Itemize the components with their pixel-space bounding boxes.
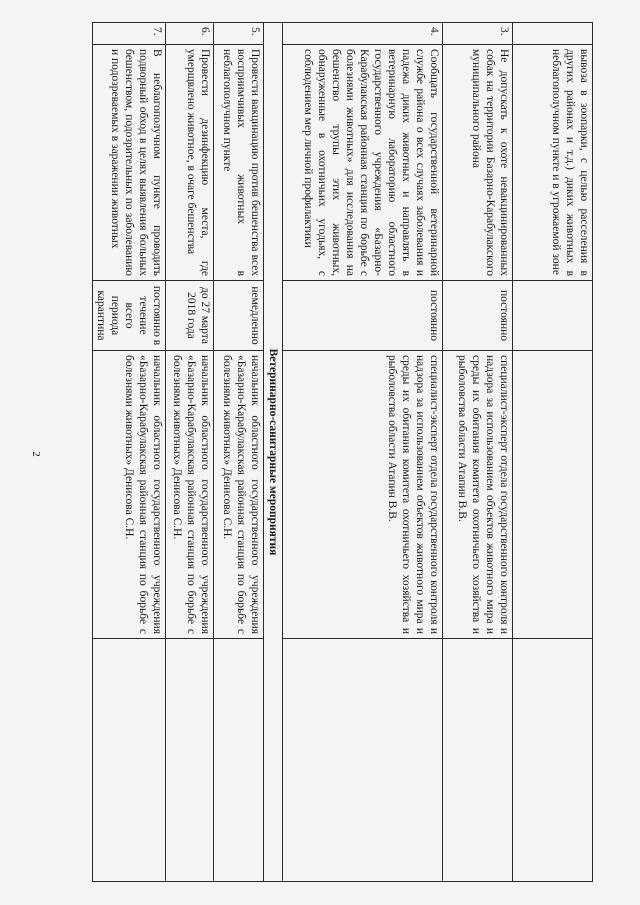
section-title: Ветеринарно-санитарные мероприятия <box>264 23 283 882</box>
row-number: 4. <box>283 23 443 45</box>
table-row <box>166 23 214 882</box>
action-cell: вывоза в зоопарки, с целью расселения в других районах и т.д.) диких животных в неблагополучном пункте и в угрожаемой зоне <box>513 45 593 281</box>
note-cell <box>93 639 166 882</box>
term-cell: постоянно <box>443 281 513 351</box>
term-cell: постоянно <box>283 281 443 351</box>
responsible-cell <box>513 351 593 639</box>
term-cell: до 27 марта 2018 года <box>166 281 214 351</box>
note-cell <box>513 639 593 882</box>
note-cell <box>443 639 513 882</box>
responsible-cell: начальник областного государственного учреждения «Базарно-Карабулакская районная станция по борьбе с болезнями животных» Денисова С.Н. <box>93 351 166 639</box>
action-cell: Не допускать к охоте невакцинированных собак на территории Базарно-Карабулакского муниципального района <box>443 45 513 281</box>
measures-table <box>92 22 593 882</box>
table-row <box>214 23 264 882</box>
row-number: 5. <box>214 23 264 45</box>
action-cell: Сообщать государственной ветеринарной службе района о всех случаях заболевания и падежа диких животных и направлять в ветеринарную лабораторию областного государственного учреждения «Базарно-Карабулакская районная станция по борьбе с болезнями животных» для исследования на бешенство трупы этих животных, обнаруженные в охотничьих угодьях, с соблюдением мер личной профилактики <box>283 45 443 281</box>
responsible-cell: начальник областного государственного учреждения «Базарно-Карабулакская районная станция по борьбе с болезнями животных» Денисова С.Н. <box>166 351 214 639</box>
term-cell <box>513 281 593 351</box>
action-cell: Провести дезинфекцию места, где умерщвлено животное, в очаге бешенства <box>166 45 214 281</box>
row-number: 6. <box>166 23 214 45</box>
note-cell <box>166 639 214 882</box>
responsible-cell: начальник областного государственного учреждения «Базарно-Карабулакская районная станция по борьбе с болезнями животных» Денисова С.Н. <box>214 351 264 639</box>
row-number: 3. <box>443 23 513 45</box>
table-row <box>443 23 513 882</box>
table-row <box>283 23 443 882</box>
term-cell: немедленно <box>214 281 264 351</box>
responsible-cell: специалист-эксперт отдела государственного контроля и надзора за использованием объектов животного мира и среды их обитания комитета охотничьего хозяйства и рыболовства области Атапин В.В. <box>283 351 443 639</box>
section-header-row <box>264 23 283 882</box>
rotated-document-page <box>47 22 593 882</box>
note-cell <box>214 639 264 882</box>
term-cell: постоянно в течение всего периода карантина <box>93 281 166 351</box>
row-number: 7. <box>93 23 166 45</box>
note-cell <box>283 639 443 882</box>
row-number <box>513 23 593 45</box>
action-cell: Провести вакцинацию против бешенства всех восприимчивых животных в неблагополучном пункте <box>214 45 264 281</box>
page-number: 2 <box>29 451 42 457</box>
action-cell: В неблагополучном пункте проводить подворный обход в целях выявления больных бешенством, подозрительных по заболеванию и подозреваемых в заражении животных <box>93 45 166 281</box>
responsible-cell: специалист-эксперт отдела государственного контроля и надзора за использованием объектов животного мира и среды их обитания комитета охотничьего хозяйства и рыболовства области Атапин В.В. <box>443 351 513 639</box>
table-row <box>93 23 166 882</box>
table-row <box>513 23 593 882</box>
